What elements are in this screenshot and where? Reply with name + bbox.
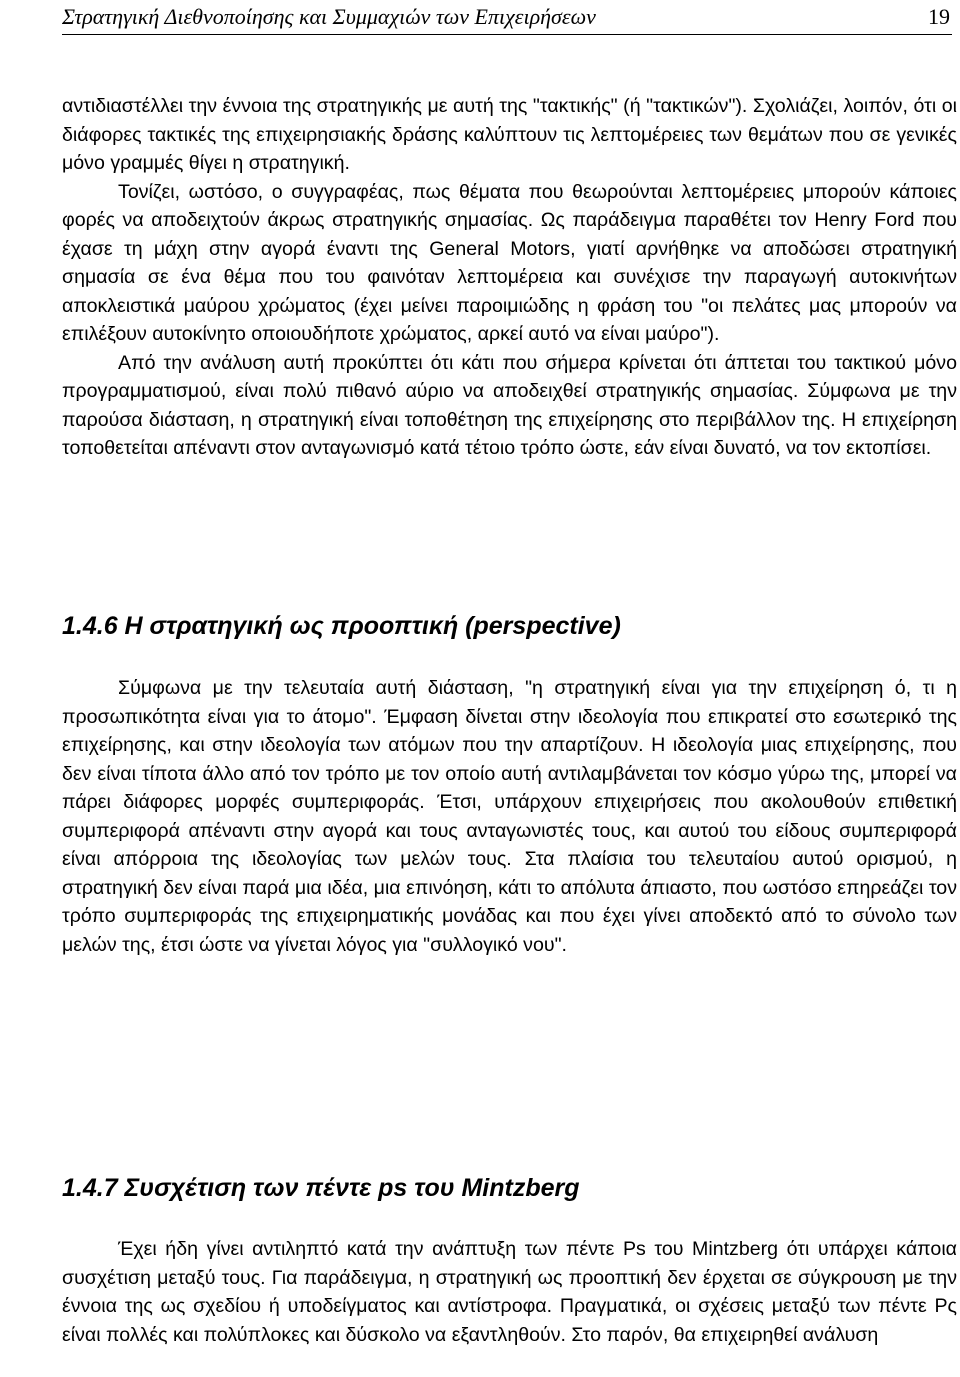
paragraph: Σύμφωνα με την τελευταία αυτή διάσταση, "η στρατηγική είναι για την επιχείρηση ό, τι η προσωπικότητα είναι για το άτομο". Έμφαση δίνεται στην ιδεολογία που επικρατεί στο εσωτερικό της επιχείρησης, και στην ιδεολογία των ατόμων που την απαρτίζουν. Η ιδεολογία μιας επιχείρησης, που δεν είναι τίποτα άλλο από τον τρόπο με τον οποίο αυτή αντιλαμβάνεται τον κόσμο γύρω της, μπορεί να πάρει διάφορες μορφές συμπεριφοράς. Έτσι, υπάρχουν επιχειρήσεις που ακολουθούν επιθετική συμπεριφορά απέναντι στην αγορά και τους ανταγωνιστές τους, και αυτού του είδους συμπεριφορά είναι απόρροια της ιδεολογίας των μελών τους. Στα πλαίσια του τελευταίου αυτού ορισμού, η στρατηγική δεν είναι παρά μια ιδέα, μια επινόηση, κάτι το απόλυτα άπιαστο, που ωστόσο επηρεάζει τον τρόπο συμπεριφοράς της επιχειρηματικής μονάδας και που έχει γίνει αποδεκτό από το σύνολο των μελών της, έτσι ώστε να γίνεται λόγος για "συλλογικό νου". bbox=[62, 677, 957, 956]
paragraph: Έχει ήδη γίνει αντιληπτό κατά την ανάπτυξη των πέντε Ps του Mintzberg ότι υπάρχει κάποια συσχέτιση μεταξύ τους. Για παράδειγμα, η στρατηγική ως προοπτική δεν έρχεται σε σύγκρουση με την έννοια της ως σχεδίου ή υποδείγματος και αντίστροφα. Πραγματικά, οι σχέσεις μεταξύ των πέντε Ρς είναι πολλές και πολύπλοκες και δύσκολο να εξαντληθούν. Στο παρόν, θα επιχειρηθεί ανάλυση bbox=[62, 1238, 957, 1346]
paragraph: Από την ανάλυση αυτή προκύπτει ότι κάτι που σήμερα κρίνεται ότι άπτεται του τακτικού μόνο προγραμματισμού, είναι πολύ πιθανό αύριο να αποδειχθεί στρατηγικής σημασίας. Σύμφωνα με την παρούσα διάσταση, η στρατηγική είναι τοποθέτηση της επιχείρησης στο περιβάλλον της. Η επιχείρηση τοποθετείται απέναντι στον ανταγωνισμό κατά τέτοιο τρόπο ώστε, εάν είναι δυνατό, να τον εκτοπίσει. bbox=[62, 351, 957, 459]
section-a-body bbox=[62, 92, 957, 463]
header-title: Στρατηγική Διεθνοποίησης και Συμμαχιών των Επιχειρήσεων bbox=[62, 4, 596, 29]
section-1-4-7-body bbox=[62, 1235, 957, 1349]
paragraph: αντιδιαστέλλει την έννοια της στρατηγικής με αυτή της "τακτικής" (ή "τακτικών"). Σχολιάζει, λοιπόν, ότι οι διάφορες τακτικές της επιχειρησιακής δράσης καλύπτουν τις λεπτομέρειες των θεμάτων που σε γενικές μόνο γραμμές θίγει η στρατηγική. bbox=[62, 95, 957, 174]
running-header bbox=[62, 0, 952, 35]
section-heading-1-4-7: 1.4.7 Συσχέτιση των πέντε ps του Mintzberg bbox=[62, 1174, 580, 1202]
paragraph: Τονίζει, ωστόσο, ο συγγραφέας, πως θέματα που θεωρούνται λεπτομέρειες μπορούν κάποιες φορές να αποδειχτούν άκρως στρατηγικής σημασίας. Ως παράδειγμα παραθέτει τον Henry Ford που έχασε τη μάχη στην αγορά έναντι της General Motors, γιατί αρνήθηκε να αποδώσει στρατηγική σημασία σε ένα θέμα που του φαινόταν λεπτομέρεια και συνέχισε την παραγωγή αυτοκινήτων αποκλειστικά μαύρου χρώματος (έχει μείνει παροιμιώδης η φράση του "οι πελάτες μας μπορούν να επιλέξουν αυτοκίνητο οποιουδήποτε χρώματος, αρκεί αυτό να είναι μαύρο"). bbox=[62, 180, 957, 345]
section-1-4-6-body bbox=[62, 674, 957, 959]
page-number: 19 bbox=[928, 4, 950, 29]
section-heading-1-4-6: 1.4.6 Η στρατηγική ως προοπτική (perspective) bbox=[62, 612, 621, 640]
